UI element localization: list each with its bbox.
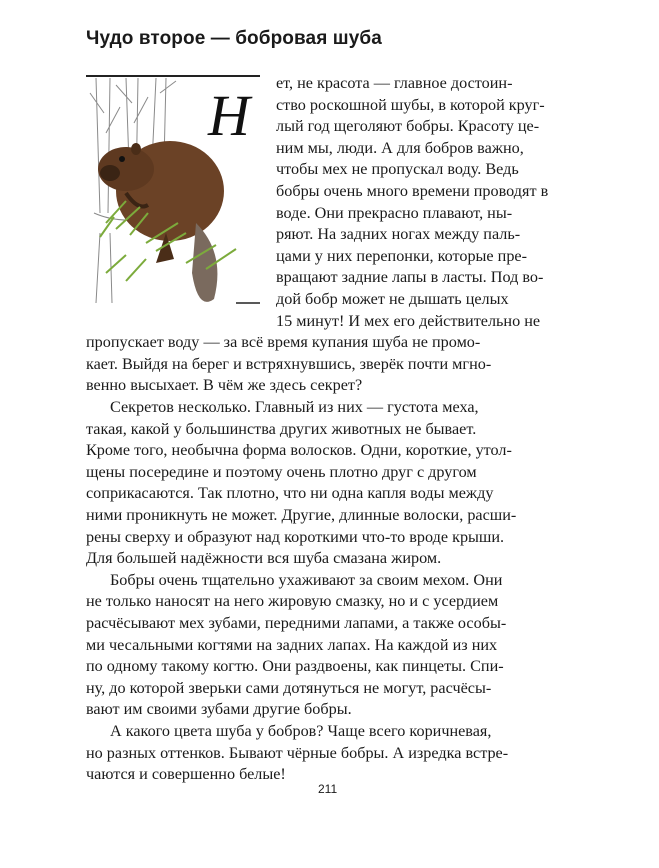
text-line: но разных оттенков. Бывают чёрные бобры. А изредка встре- — [86, 743, 509, 762]
text-line: по одному такому когтю. Они раздвоены, как пинцеты. Спи- — [86, 657, 504, 676]
text-line: соприкасаются. Так плотно, что ни одна капля воды между — [86, 484, 494, 503]
text-line: рены сверху и образуют над короткими что-то вроде крыши. — [86, 527, 505, 546]
text-line: лый год щеголяют бобры. Красоту це- — [276, 117, 540, 136]
text-line: щены посередине и поэтому очень плотно друг с другом — [86, 462, 477, 481]
text-line: 15 минут! И мех его действительно не — [276, 311, 541, 330]
text-line: пропускает воду — за всё время купания шуба не промо- — [86, 333, 481, 352]
text-line: дой бобр может не дышать целых — [276, 290, 509, 308]
text-line: ряют. На задних ногах между паль- — [276, 225, 521, 244]
beaver-figure — [98, 141, 224, 302]
text-line: ство роскошной шубы, в которой круг- — [276, 95, 545, 114]
text-line: чтобы мех не пропускал воду. Ведь — [276, 160, 519, 179]
text-line: воде. Они прекрасно плавают, ны- — [276, 203, 513, 222]
text-line: бобры очень много времени проводят в — [276, 182, 549, 200]
text-line: венно высыхает. В чём же здесь секрет? — [86, 376, 363, 395]
drop-cap-letter: Н — [208, 83, 250, 148]
text-line: расчёсывают мех зубами, передними лапами, а также особы- — [86, 614, 507, 632]
text-line: не только наносят на него жировую смазку, но и с усердием — [86, 592, 499, 611]
text-line: кает. Выйдя на берег и встряхнувшись, зверёк почти мгно- — [86, 354, 492, 373]
text-line: ним мы, люди. А для бобров важно, — [276, 138, 524, 157]
text-line: такая, какой у большинства других животных не бывает. — [86, 419, 477, 438]
text-line: Секретов несколько. Главный из них — густота меха, — [110, 398, 479, 416]
text-line: ними проникнуть не может. Другие, длинные волоски, расши- — [86, 506, 517, 524]
text-line: Для большей надёжности вся шуба смазана жиром. — [86, 549, 442, 568]
text-line: вают им своими зубами другие бобры. — [86, 700, 352, 719]
beaver-illustration — [86, 73, 260, 315]
text-line: ет, не красота — главное достоин- — [276, 74, 513, 92]
text-line: А какого цвета шуба у бобров? Чаще всего коричневая, — [110, 722, 492, 740]
text-line: ми чесальными когтями на задних лапах. На каждой из них — [86, 635, 498, 654]
page-number: 211 — [318, 782, 338, 796]
text-line: вращают задние лапы в ласты. Под во- — [276, 268, 544, 287]
text-line: Бобры очень тщательно ухаживают за своим мехом. Они — [110, 570, 503, 589]
text-line: ну, до которой зверьки сами дотянуться не могут, расчёсы- — [86, 678, 492, 697]
text-line: Кроме того, необычна форма волосков. Одни, короткие, утол- — [86, 441, 512, 460]
page-heading: Чудо второе — бобровая шуба — [86, 28, 382, 49]
beaver-drawing — [86, 73, 260, 315]
text-line: чаются и совершенно белые! — [86, 765, 286, 784]
text-line: цами у них перепонки, которые пре- — [276, 246, 527, 265]
